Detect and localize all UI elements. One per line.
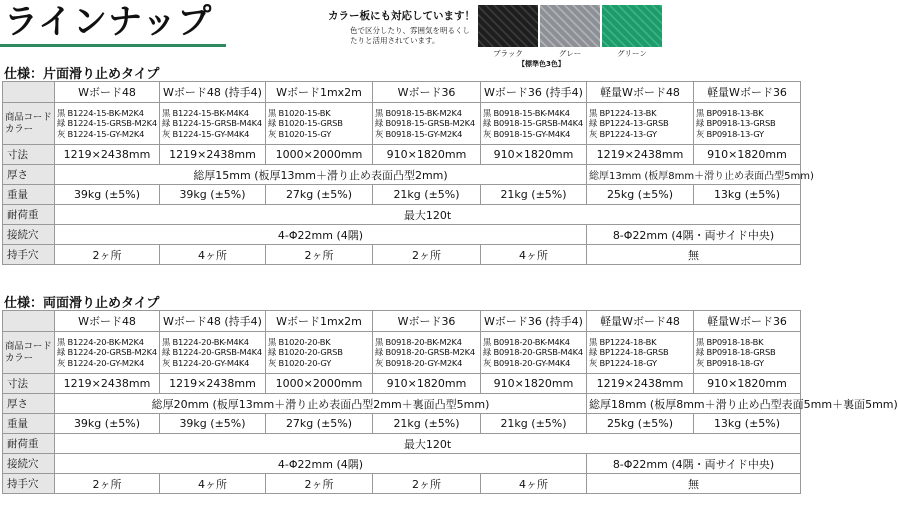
handles-row bbox=[3, 474, 801, 494]
row-label-size: 寸法 bbox=[3, 145, 55, 165]
swatch-label-gray: グレー bbox=[558, 49, 582, 58]
swatch-label-green: グリーン bbox=[617, 49, 647, 58]
size-cell: 910×1820mm bbox=[694, 145, 801, 165]
row-label-load: 耐荷重 bbox=[3, 205, 55, 225]
row-label-load: 耐荷重 bbox=[3, 434, 55, 454]
handles-row bbox=[3, 245, 801, 265]
header-row bbox=[3, 82, 801, 103]
load-row bbox=[3, 205, 801, 225]
load-cell: 最大120t bbox=[55, 205, 801, 225]
code-cell: 黒 B0918-20-BK-M4K4 緑 B0918-20-GRSB-M4K4 灰 B0918-20-GY-M4K4 bbox=[481, 332, 587, 374]
row-label-handles: 持手穴 bbox=[3, 474, 55, 494]
handles-cell: 2ヶ所 bbox=[55, 245, 160, 265]
handles-cell: 2ヶ所 bbox=[266, 245, 373, 265]
row-label-code: 商品コード カラー bbox=[3, 332, 55, 374]
handles-cell: 2ヶ所 bbox=[373, 474, 481, 494]
handles-cell: 2ヶ所 bbox=[266, 474, 373, 494]
code-cell: 黒 BP0918-13-BK 緑 BP0918-13-GRSB 灰 BP0918-13-GY bbox=[694, 103, 801, 145]
standard-colors-label: 【標準色3色】 bbox=[518, 60, 565, 68]
row-label-size: 寸法 bbox=[3, 374, 55, 394]
weight-cell: 39kg (±5%) bbox=[55, 414, 160, 434]
thickness-main-cell: 総厚15mm (板厚13mm＋滑り止め表面凸型2mm) bbox=[55, 165, 587, 185]
header-cell: 軽量Wボード36 bbox=[694, 311, 801, 332]
weight-cell: 13kg (±5%) bbox=[694, 185, 801, 205]
section-title-double: 仕様：両面滑り止めタイプ bbox=[4, 296, 160, 311]
size-cell: 1219×2438mm bbox=[587, 374, 694, 394]
title-underline bbox=[0, 44, 226, 47]
code-cell: 黒 B0918-15-BK-M4K4 緑 B0918-15-GRSB-M4K4 灰 B0918-15-GY-M4K4 bbox=[481, 103, 587, 145]
handles-cell: 4ヶ所 bbox=[160, 245, 266, 265]
weight-cell: 13kg (±5%) bbox=[694, 414, 801, 434]
header-cell: 軽量Wボード48 bbox=[587, 82, 694, 103]
holes-row bbox=[3, 454, 801, 474]
header-cell: Wボード1mx2m bbox=[266, 82, 373, 103]
thickness-row bbox=[3, 394, 801, 414]
page-title: ラインナップ bbox=[4, 2, 213, 42]
size-cell: 910×1820mm bbox=[481, 374, 587, 394]
code-cell: 黒 BP0918-18-BK 緑 BP0918-18-GRSB 灰 BP0918-18-GY bbox=[694, 332, 801, 374]
weight-cell: 21kg (±5%) bbox=[373, 414, 481, 434]
header-cell: Wボード48 (持手4) bbox=[160, 311, 266, 332]
header-cell: Wボード1mx2m bbox=[266, 311, 373, 332]
code-cell: 黒 B1224-15-BK-M4K4 緑 B1224-15-GRSB-M4K4 灰 B1224-15-GY-M4K4 bbox=[160, 103, 266, 145]
thickness-main-cell: 総厚20mm (板厚13mm＋滑り止め表面凸型2mm＋裏面凸型5mm) bbox=[55, 394, 587, 414]
size-cell: 1219×2438mm bbox=[55, 145, 160, 165]
size-cell: 910×1820mm bbox=[694, 374, 801, 394]
size-cell: 1000×2000mm bbox=[266, 374, 373, 394]
size-cell: 910×1820mm bbox=[481, 145, 587, 165]
row-label-holes: 接続穴 bbox=[3, 225, 55, 245]
thickness-row bbox=[3, 165, 801, 185]
header-cell: 軽量Wボード36 bbox=[694, 82, 801, 103]
code-cell: 黒 BP1224-18-BK 緑 BP1224-18-GRSB 灰 BP1224-18-GY bbox=[587, 332, 694, 374]
size-cell: 1219×2438mm bbox=[160, 374, 266, 394]
code-cell: 黒 BP1224-13-BK 緑 BP1224-13-GRSB 灰 BP1224-13-GY bbox=[587, 103, 694, 145]
swatch-label-black: ブラック bbox=[493, 49, 523, 58]
swatch-green bbox=[602, 5, 662, 47]
swatch-black bbox=[478, 5, 538, 47]
thickness-light-cell: 総厚13mm (板厚8mm＋滑り止め表面凸型5mm) bbox=[587, 165, 801, 185]
handles-cell: 2ヶ所 bbox=[373, 245, 481, 265]
corner-cell bbox=[3, 82, 55, 103]
size-cell: 1219×2438mm bbox=[55, 374, 160, 394]
size-cell: 1000×2000mm bbox=[266, 145, 373, 165]
weight-cell: 25kg (±5%) bbox=[587, 185, 694, 205]
header-cell: Wボード36 (持手4) bbox=[481, 311, 587, 332]
holes-row bbox=[3, 225, 801, 245]
section-title-single: 仕様：片面滑り止めタイプ bbox=[4, 67, 160, 82]
row-label-code: 商品コード カラー bbox=[3, 103, 55, 145]
weight-cell: 21kg (±5%) bbox=[373, 185, 481, 205]
weight-row bbox=[3, 185, 801, 205]
weight-cell: 27kg (±5%) bbox=[266, 414, 373, 434]
header-cell: Wボード36 (持手4) bbox=[481, 82, 587, 103]
handles-cell: 4ヶ所 bbox=[160, 474, 266, 494]
code-cell: 黒 B1224-20-BK-M4K4 緑 B1224-20-GRSB-M4K4 灰 B1224-20-GY-M4K4 bbox=[160, 332, 266, 374]
spec-table-single bbox=[2, 81, 814, 265]
row-label-weight: 重量 bbox=[3, 185, 55, 205]
code-cell: 黒 B1020-20-BK 緑 B1020-20-GRSB 灰 B1020-20-GY bbox=[266, 332, 373, 374]
code-row bbox=[3, 103, 801, 145]
corner-cell bbox=[3, 311, 55, 332]
load-cell: 最大120t bbox=[55, 434, 801, 454]
header-row bbox=[3, 311, 801, 332]
weight-cell: 39kg (±5%) bbox=[55, 185, 160, 205]
code-cell: 黒 B0918-15-BK-M2K4 緑 B0918-15-GRSB-M2K4 灰 B0918-15-GY-M2K4 bbox=[373, 103, 481, 145]
code-cell: 黒 B1224-20-BK-M2K4 緑 B1224-20-GRSB-M2K4 灰 B1224-20-GY-M2K4 bbox=[55, 332, 160, 374]
holes-main-cell: 4-Φ22mm (4隅) bbox=[55, 454, 587, 474]
color-note: 色で区分したり、雰囲気を明るくしたりと活用されています。 bbox=[350, 26, 470, 45]
weight-cell: 39kg (±5%) bbox=[160, 185, 266, 205]
code-cell: 黒 B1020-15-BK 緑 B1020-15-GRSB 灰 B1020-15-GY bbox=[266, 103, 373, 145]
holes-light-cell: 8-Φ22mm (4隅・両サイド中央) bbox=[587, 225, 801, 245]
handles-light-cell: 無 bbox=[587, 474, 801, 494]
spec-table-double bbox=[2, 310, 898, 494]
header-cell: Wボード48 (持手4) bbox=[160, 82, 266, 103]
row-label-weight: 重量 bbox=[3, 414, 55, 434]
header-cell: Wボード48 bbox=[55, 82, 160, 103]
handles-cell: 4ヶ所 bbox=[481, 245, 587, 265]
weight-cell: 21kg (±5%) bbox=[481, 414, 587, 434]
handles-light-cell: 無 bbox=[587, 245, 801, 265]
swatch-gray bbox=[540, 5, 600, 47]
header-cell: 軽量Wボード48 bbox=[587, 311, 694, 332]
header-cell: Wボード48 bbox=[55, 311, 160, 332]
code-row bbox=[3, 332, 801, 374]
handles-cell: 4ヶ所 bbox=[481, 474, 587, 494]
size-cell: 910×1820mm bbox=[373, 374, 481, 394]
row-label-thickness: 厚さ bbox=[3, 394, 55, 414]
row-label-handles: 持手穴 bbox=[3, 245, 55, 265]
load-row bbox=[3, 434, 801, 454]
color-heading: カラー板にも対応しています！ bbox=[328, 10, 475, 22]
weight-cell: 21kg (±5%) bbox=[481, 185, 587, 205]
header-cell: Wボード36 bbox=[373, 82, 481, 103]
weight-cell: 25kg (±5%) bbox=[587, 414, 694, 434]
weight-cell: 39kg (±5%) bbox=[160, 414, 266, 434]
row-label-holes: 接続穴 bbox=[3, 454, 55, 474]
header-cell: Wボード36 bbox=[373, 311, 481, 332]
code-cell: 黒 B0918-20-BK-M2K4 緑 B0918-20-GRSB-M2K4 灰 B0918-20-GY-M2K4 bbox=[373, 332, 481, 374]
handles-cell: 2ヶ所 bbox=[55, 474, 160, 494]
weight-row bbox=[3, 414, 801, 434]
row-label-thickness: 厚さ bbox=[3, 165, 55, 185]
size-cell: 1219×2438mm bbox=[587, 145, 694, 165]
size-row bbox=[3, 145, 801, 165]
holes-light-cell: 8-Φ22mm (4隅・両サイド中央) bbox=[587, 454, 801, 474]
weight-cell: 27kg (±5%) bbox=[266, 185, 373, 205]
size-row bbox=[3, 374, 801, 394]
holes-main-cell: 4-Φ22mm (4隅) bbox=[55, 225, 587, 245]
thickness-light-cell: 総厚18mm (板厚8mm＋滑り止め凸型表面5mm＋裏面5mm) bbox=[587, 394, 801, 414]
size-cell: 910×1820mm bbox=[373, 145, 481, 165]
size-cell: 1219×2438mm bbox=[160, 145, 266, 165]
code-cell: 黒 B1224-15-BK-M2K4 緑 B1224-15-GRSB-M2K4 灰 B1224-15-GY-M2K4 bbox=[55, 103, 160, 145]
